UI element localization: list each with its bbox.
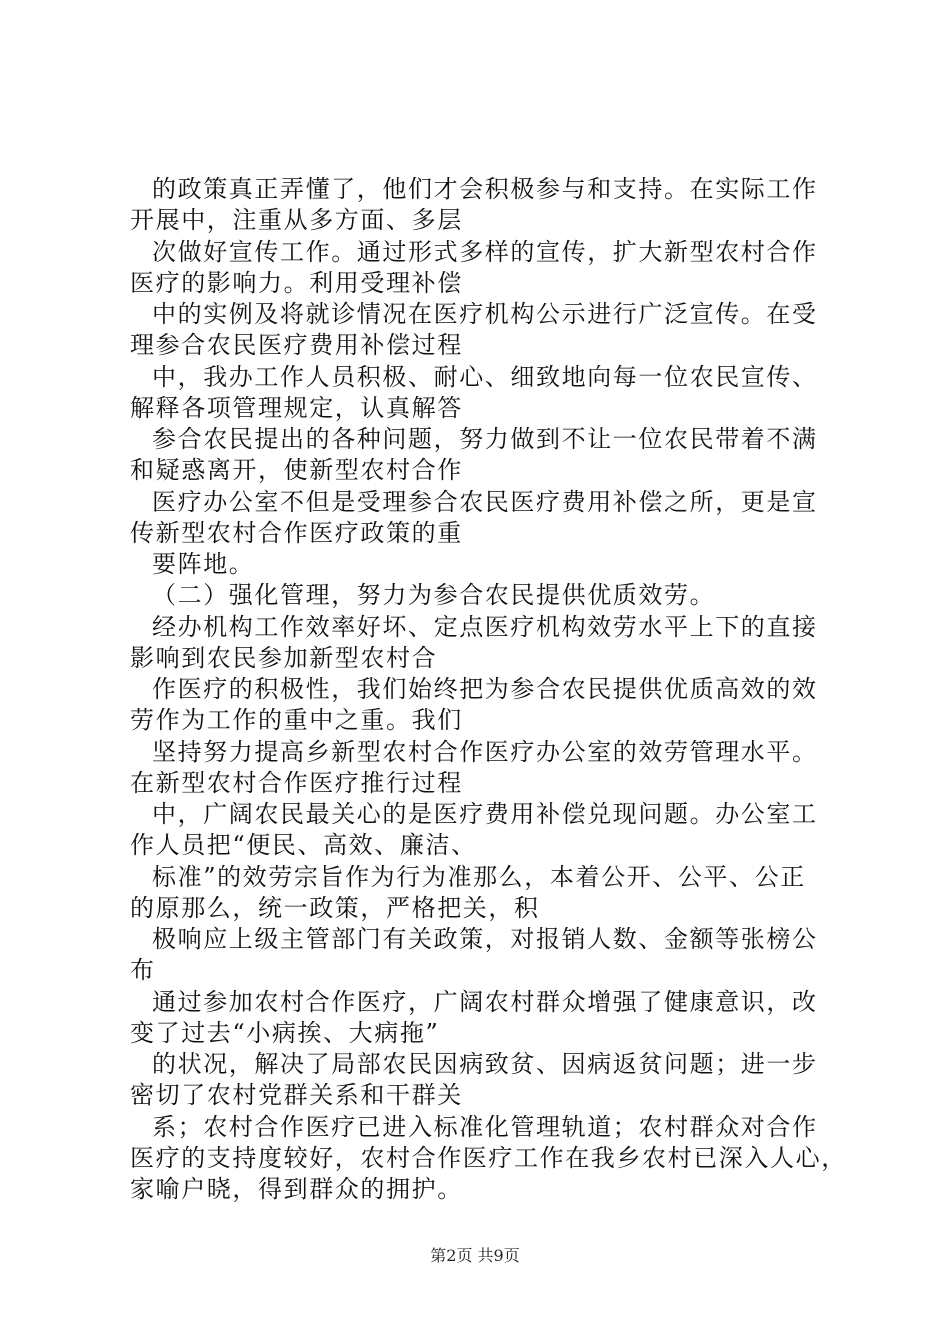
text-line: 作医疗的积极性，我们始终把为参合农民提供优质高效的效 — [152, 675, 818, 703]
text-line: 和疑惑离开，使新型农村合作 — [130, 456, 463, 485]
page-number-footer: 第2页 共9页 — [430, 1246, 520, 1265]
text-line: 的政策真正弄懂了，他们才会积极参与和支持。在实际工作 — [152, 175, 818, 203]
text-line: 的原那么，统一政策，严格把关，积 — [130, 893, 540, 922]
text-line: （二）强化管理，努力为参合农民提供优质效劳。 — [152, 581, 716, 610]
text-line: 理参合农民医疗费用补偿过程 — [130, 331, 463, 360]
text-line: 次做好宣传工作。通过形式多样的宣传，扩大新型农村合作 — [152, 237, 818, 266]
text-line: 的状况，解决了局部农民因病致贫、因病返贫问题；进一步 — [152, 1050, 818, 1078]
text-line: 经办机构工作效率好坏、定点医疗机构效劳水平上下的直接 — [152, 612, 818, 641]
text-line: 极响应上级主管部门有关政策，对报销人数、金额等张榜公 — [152, 925, 818, 953]
text-line: 影响到农民参加新型农村合 — [130, 643, 438, 672]
text-line: 医疗的影响力。利用受理补偿 — [130, 268, 463, 297]
text-line: 变了过去“小病挨、大病拖” — [130, 1018, 440, 1047]
text-line: 标准”的效劳宗旨作为行为准那么，本着公开、公平、公正 — [152, 862, 806, 891]
text-line: 中的实例及将就诊情况在医疗机构公示进行广泛宣传。在受 — [152, 300, 818, 328]
text-line: 解释各项管理规定，认真解答 — [130, 393, 463, 422]
text-line: 通过参加农村合作医疗，广阔农村群众增强了健康意识，改 — [152, 987, 818, 1016]
text-line: 作人员把“便民、高效、廉洁、 — [130, 831, 477, 860]
document-body — [130, 174, 847, 1205]
text-line: 传新型农村合作医疗政策的重 — [130, 518, 463, 547]
text-line: 开展中，注重从多方面、多层 — [130, 206, 463, 235]
text-line: 密切了农村党群关系和干群关 — [130, 1081, 463, 1110]
text-line: 坚持努力提高乡新型农村合作医疗办公室的效劳管理水平。 — [152, 737, 818, 766]
text-line: 中，广阔农民最关心的是医疗费用补偿兑现问题。办公室工 — [152, 800, 818, 828]
text-line: 在新型农村合作医疗推行过程 — [130, 768, 463, 797]
text-line: 系；农村合作医疗已进入标准化管理轨道；农村群众对合作 — [152, 1112, 818, 1141]
text-line: 要阵地。 — [152, 550, 255, 578]
text-line: 家喻户晓，得到群众的拥护。 — [130, 1175, 463, 1203]
text-line: 布 — [130, 956, 156, 985]
text-line: 中，我办工作人员积极、耐心、细致地向每一位农民宣传、 — [152, 362, 818, 391]
text-line: 参合农民提出的各种问题，努力做到不让一位农民带着不满 — [152, 425, 818, 453]
text-line: 劳作为工作的重中之重。我们 — [130, 706, 463, 735]
text-line: 医疗办公室不但是受理参合农民医疗费用补偿之所，更是宣 — [152, 487, 818, 516]
text-line: 医疗的支持度较好，农村合作医疗工作在我乡农村已深入人心， — [130, 1143, 847, 1172]
